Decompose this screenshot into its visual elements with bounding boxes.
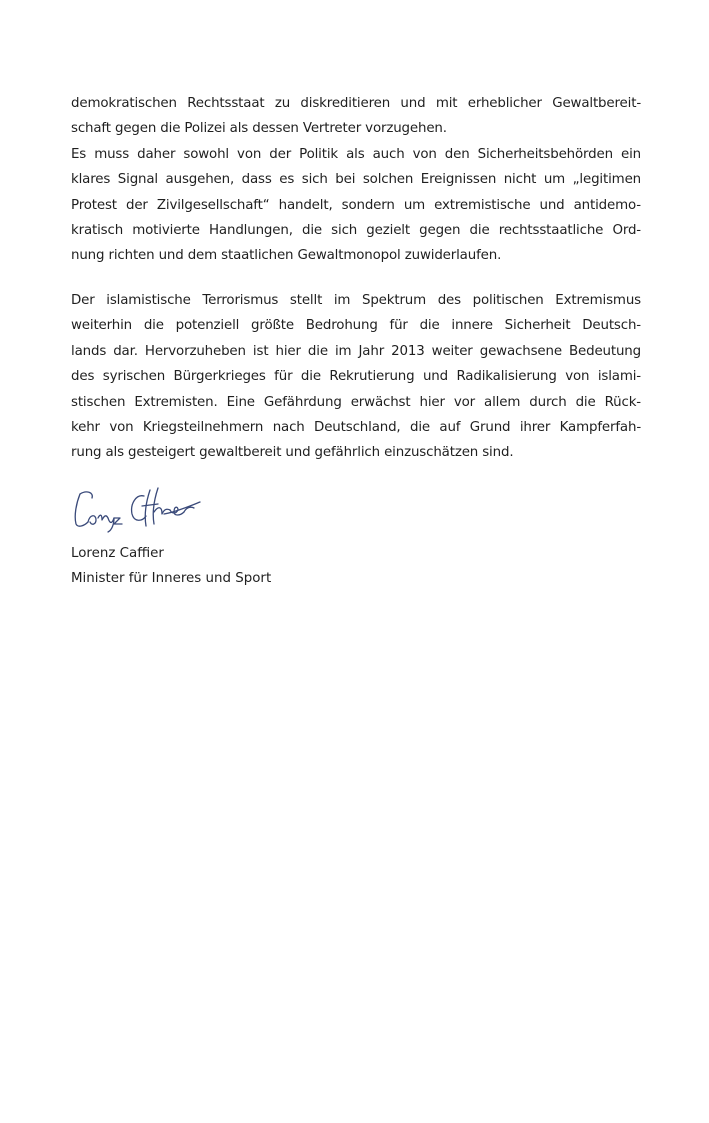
paragraph-1	[71, 91, 641, 269]
handwritten-signature	[66, 484, 206, 534]
signatory-title: Minister für Inneres und Sport	[71, 571, 272, 587]
text-line: lands dar. Hervorzuheben ist hier die im Jahr 2013 weiter gewachsene Bedeutung	[71, 343, 641, 359]
text-line: klares Signal ausgehen, dass es sich bei solchen Ereignissen nicht um „legitimen	[71, 172, 641, 188]
text-line: des syrischen Bürgerkrieges für die Rekrutierung und Radikalisierung von islami-	[71, 369, 641, 385]
text-line: kehr von Kriegsteilnehmern nach Deutschland, die auf Grund ihrer Kampferfah-	[71, 419, 641, 435]
paragraph-2	[71, 288, 641, 466]
text-line: nung richten und dem staatlichen Gewaltmonopol zuwiderlaufen.	[71, 248, 502, 264]
signatory-name: Lorenz Caffier	[71, 546, 164, 561]
text-line: rung als gesteigert gewaltbereit und gefährlich einzuschätzen sind.	[71, 445, 514, 461]
text-line: Der islamistische Terrorismus stellt im Spektrum des politischen Extremismus	[71, 293, 641, 308]
signature-block	[71, 541, 271, 592]
text-line: kratisch motivierte Handlungen, die sich gezielt gegen die rechtsstaatliche Ord-	[71, 222, 641, 238]
text-line: schaft gegen die Polizei als dessen Vertreter vorzugehen.	[71, 121, 447, 137]
text-line: weiterhin die potenziell größte Bedrohung für die innere Sicherheit Deutsch-	[71, 318, 641, 334]
text-line: demokratischen Rechtsstaat zu diskreditieren und mit erheblicher Gewaltbereit-	[71, 96, 641, 111]
text-line: stischen Extremisten. Eine Gefährdung erwächst hier vor allem durch die Rück-	[71, 394, 641, 410]
text-line: Es muss daher sowohl von der Politik als auch von den Sicherheitsbehörden ein	[71, 146, 641, 162]
text-line: Protest der Zivilgesellschaft“ handelt, sondern um extremistische und antidemo-	[71, 197, 641, 213]
